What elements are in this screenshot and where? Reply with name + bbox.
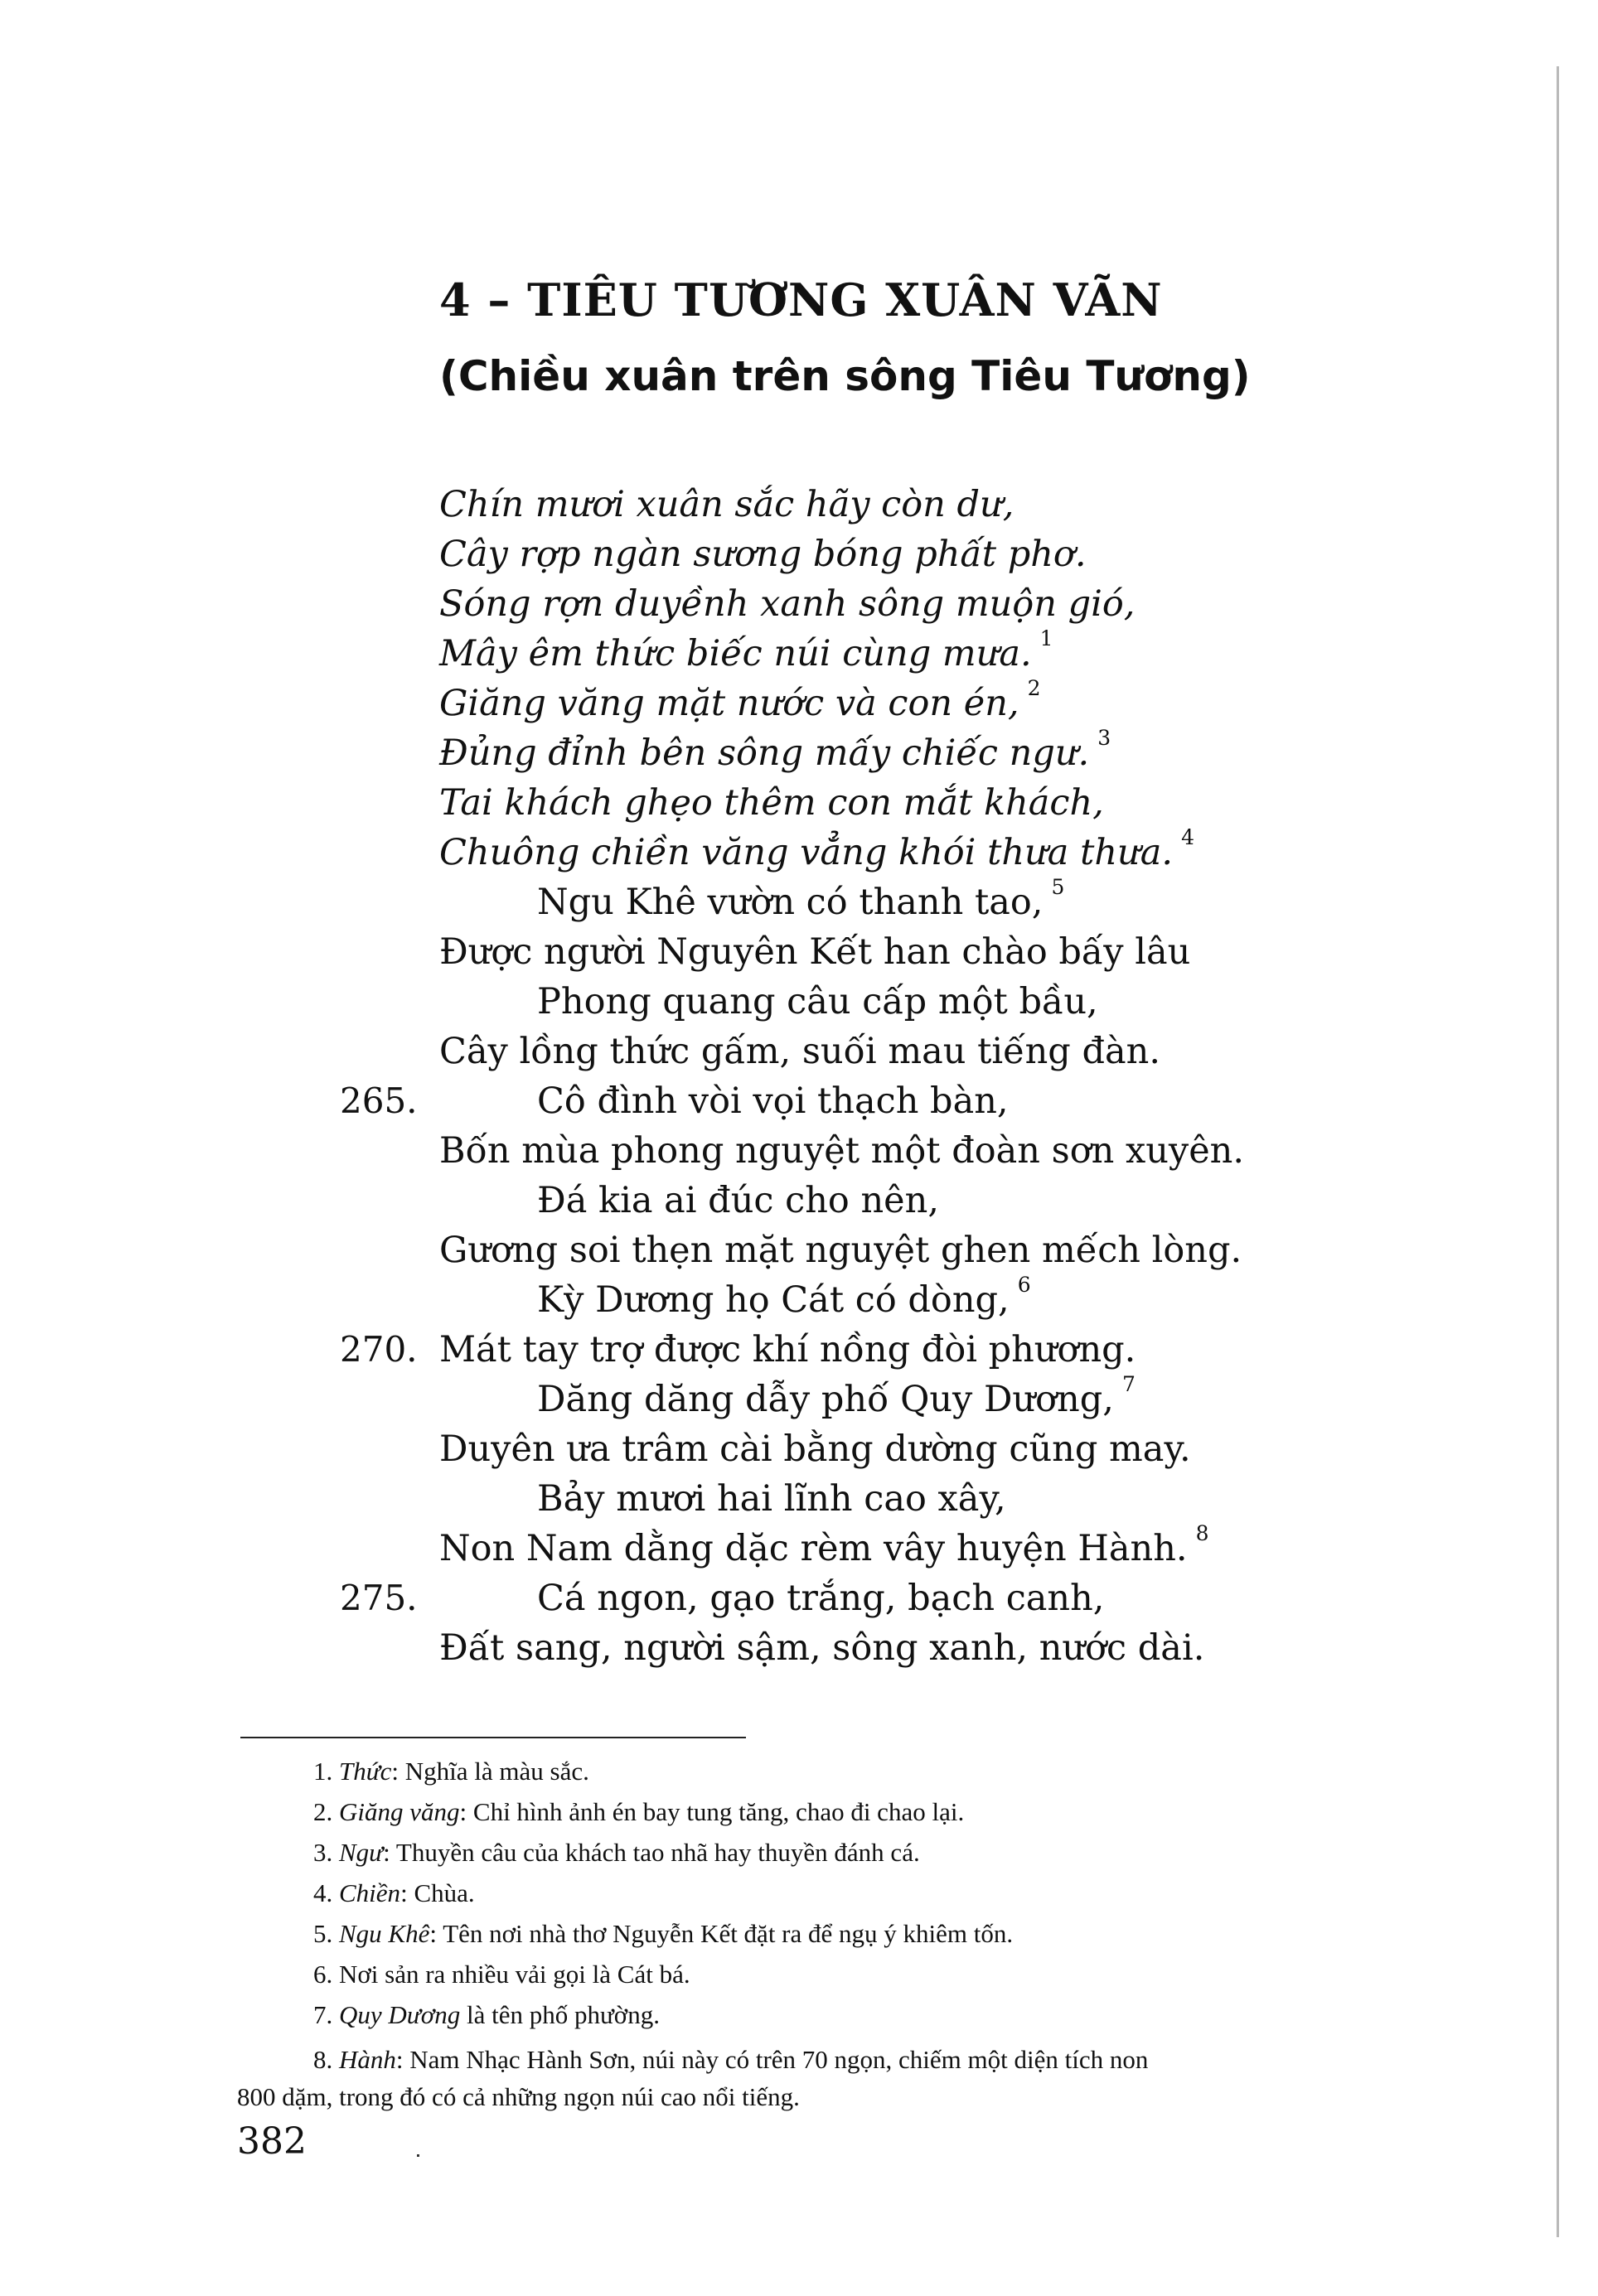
footnote: 7. Quy Dương là tên phố phường. <box>313 2000 660 2029</box>
verse-line: Phong quang câu cấp một bầu, <box>537 981 1098 1022</box>
verse-line: Non Nam dằng dặc rèm vây huyện Hành. $^8$ <box>439 1521 1209 1569</box>
footnote: 8. Hành: Nam Nhạc Hành Sơn, núi này có trên 70 ngọn, chiếm một diện tích non <box>313 2045 1149 2074</box>
footnote-marker: 4 <box>1181 825 1194 849</box>
verse-line: Chín mươi xuân sắc hãy còn dư, <box>439 484 1014 525</box>
verse-line: Được người Nguyên Kết han chào bấy lâu <box>439 931 1191 973</box>
poem-subtitle: (Chiều xuân trên sông Tiêu Tương) <box>439 352 1251 400</box>
verse-line: Cây rợp ngàn sương bóng phất phơ. <box>439 534 1087 575</box>
verse-line: Gương soi thẹn mặt nguyệt ghen mếch lòng. <box>439 1230 1242 1271</box>
verse-line: Cá ngon, gạo trắng, bạch canh, <box>537 1578 1105 1619</box>
footnote-marker: 3 <box>1097 726 1111 750</box>
verse-line: Mát tay trợ được khí nồng đòi phương. <box>439 1329 1136 1370</box>
verse-line: Duyên ưa trâm cài bằng dường cũng may. <box>439 1428 1191 1470</box>
verse-line: Sóng rợn duyềnh xanh sông muộn gió, <box>439 583 1136 625</box>
footnote: 2. Giăng văng: Chỉ hình ảnh én bay tung tăng, chao đi chao lại. <box>313 1797 965 1826</box>
verse-line: Đủng đỉnh bên sông mấy chiếc ngư. $^3$ <box>439 726 1111 774</box>
verse-line: Mây êm thức biếc núi cùng mưa. $^1$ <box>439 626 1053 674</box>
line-number: 270. <box>340 1329 418 1370</box>
verse-line: Dăng dăng dẫy phố Quy Dương, $^7$ <box>537 1372 1136 1420</box>
line-number: 265. <box>340 1080 418 1121</box>
footnote-marker: 6 <box>1017 1273 1031 1297</box>
footnote: 1. Thức: Nghĩa là màu sắc. <box>313 1757 589 1786</box>
footnote: 4. Chiền: Chùa. <box>313 1878 475 1907</box>
footnote-marker: 5 <box>1051 875 1065 899</box>
verse-line: Đất sang, người sậm, sông xanh, nước dài. <box>439 1627 1205 1669</box>
footnote-marker: 8 <box>1195 1521 1209 1545</box>
footnote: 3. Ngư: Thuyền câu của khách tao nhã hay thuyền đánh cá. <box>313 1838 920 1867</box>
verse-line: Bốn mùa phong nguyệt một đoàn sơn xuyên. <box>439 1130 1245 1172</box>
footnote-marker: 1 <box>1039 626 1053 650</box>
verse-line: Kỳ Dương họ Cát có dòng, $^6$ <box>537 1273 1031 1321</box>
verse-line: Ngu Khê vườn có thanh tao, $^5$ <box>537 875 1065 923</box>
poem-title: 4 – TIÊU TƯƠNG XUÂN VÃN <box>439 273 1163 326</box>
print-speck <box>417 2154 419 2157</box>
footnote-continuation: 800 dặm, trong đó có cả những ngọn núi cao nổi tiếng. <box>237 2082 800 2111</box>
verse-line: Bảy mươi hai lĩnh cao xây, <box>537 1478 1006 1520</box>
footnote: 6. Nơi sản ra nhiều vải gọi là Cát bá. <box>313 1960 690 1989</box>
verse-line: Cô đình vòi vọi thạch bàn, <box>537 1080 1009 1122</box>
verse-line: Chuông chiền văng vẳng khói thưa thưa. $^4$ <box>439 825 1194 873</box>
verse-line: Cây lồng thức gấm, suối mau tiếng đàn. <box>439 1031 1161 1072</box>
verse-line: Tai khách ghẹo thêm con mắt khách, <box>439 782 1104 824</box>
footnote-divider <box>240 1737 746 1738</box>
line-number: 275. <box>340 1578 418 1618</box>
footnote-marker: 7 <box>1121 1372 1136 1396</box>
footnote: 5. Ngu Khê: Tên nơi nhà thơ Nguyễn Kết đặt ra để ngụ ý khiêm tốn. <box>313 1919 1014 1948</box>
footnote-marker: 2 <box>1027 676 1041 700</box>
page-edge-line <box>1557 66 1559 2237</box>
page-number: 382 <box>237 2120 307 2163</box>
verse-line: Giăng văng mặt nước và con én, $^2$ <box>439 676 1041 724</box>
verse-line: Đá kia ai đúc cho nên, <box>537 1180 939 1221</box>
